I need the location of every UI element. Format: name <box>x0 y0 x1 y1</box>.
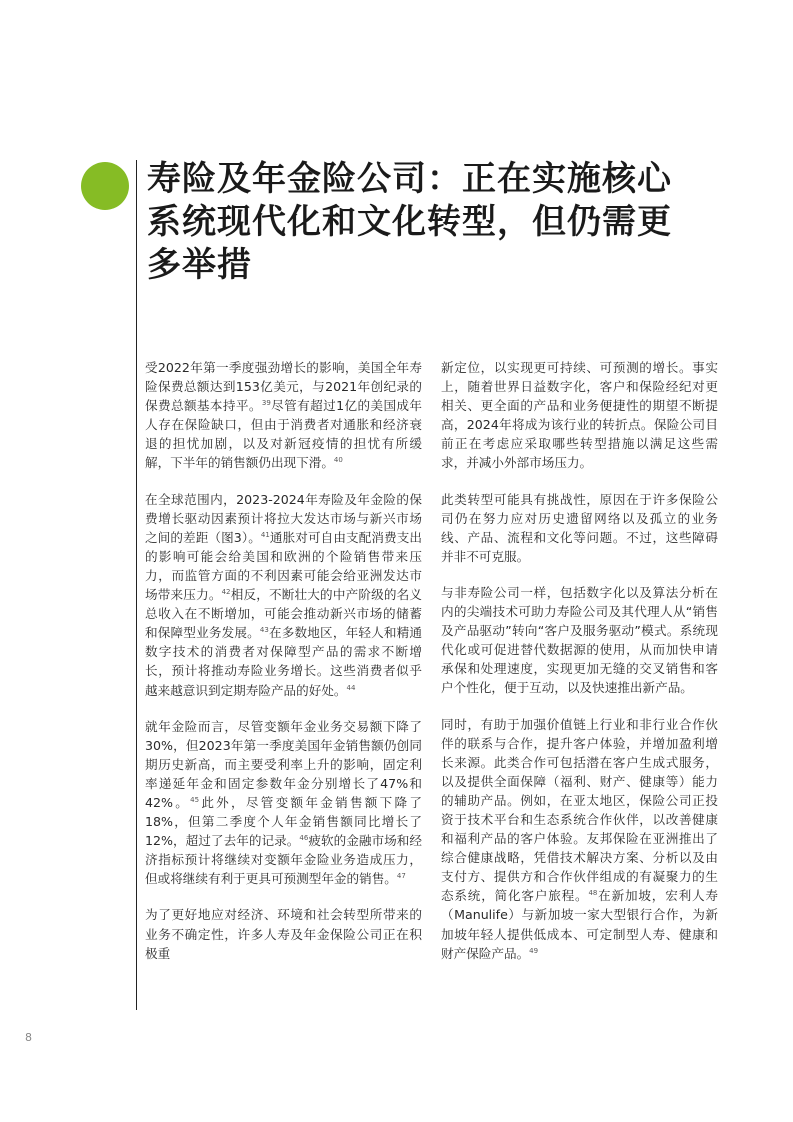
page-title: 寿险及年金险公司：正在实施核心系统现代化和文化转型，但仍需更多举措 <box>147 159 672 285</box>
vertical-divider <box>136 160 137 1010</box>
footnote-ref: 48 <box>588 889 598 898</box>
left-column <box>145 358 422 980</box>
paragraph: 为了更好地应对经济、环境和社会转型所带来的业务不确定性，许多人寿及年金保险公司正在积极重 <box>145 907 422 961</box>
footnote-ref: 44 <box>346 683 356 692</box>
paragraph: 同时，有助于加强价值链上行业和非行业合作伙伴的联系与合作，提升客户体验，并增加盈利增长来源。此类合作可包括潜在客户生成式服务，以及提供全面保障（福利、财产、健康等）能力的辅助产品。例如，在亚太地区，保险公司正投资于技术平台和生态系统合作伙伴，以改善健康和福利产品的客户体验。友邦保险在亚洲推出了综合健康战略，凭借技术解决方案、分析以及由支付方、提供方和合作伙伴组成的有凝聚力的生态系统，简化客户旅程。$^{48}$在新加坡，宏利人寿（Manulife）与新加坡一家大型银行合作，为新加坡年轻人提供低成本、可定制型人寿、健康和财产保险产品。$^{49}$ <box>441 716 719 961</box>
paragraph: 就年金险而言，尽管变额年金业务交易额下降了30%，但2023年第一季度美国年金销售额仍创同期历史新高，而主要受利率上升的影响，固定利率递延年金和固定参数年金分别增长了47%和42%。$^{45}$此外，尽管变额年金销售额下降了18%，但第二季度个人年金销售额同比增长了12%，超过了去年的记录。$^{46}$疲软的金融市场和经济指标预计将继续对变额年金险业务造成压力，但或将继续有利于更具可预测型年金的销售。$^{47}$ <box>145 718 422 887</box>
paragraph: 此类转型可能具有挑战性，原因在于许多保险公司仍在努力应对历史遗留网络以及孤立的业务线、产品、流程和文化等问题。不过，这些障碍并非不可克服。 <box>441 491 718 564</box>
page-number: 8 <box>25 1031 32 1044</box>
footnote-ref: 41 <box>260 530 270 539</box>
footnote-ref: 45 <box>190 795 200 804</box>
footnote-ref: 40 <box>333 456 343 465</box>
paragraph: 新定位，以实现更可持续、可预测的增长。事实上，随着世界日益数字化，客户和保险经纪对更相关、更全面的产品和业务便捷性的期望不断提高，2024年将成为该行业的转折点。保险公司目前正在考虑应采取哪些转型措施以满足这些需求，并减小外部市场压力。 <box>441 360 718 471</box>
footnote-ref: 43 <box>259 626 269 635</box>
paragraph: 受2022年第一季度强劲增长的影响，美国全年寿险保费总额达到153亿美元，与2021年创纪录的保费总额基本持平。$^{39}$尽管有超过1亿的美国成年人存在保险缺口，但由于消费者对通胀和经济衰退的担忧加剧，以及对新冠疫情的担忧有所缓解，下半年的销售额仍出现下滑。$^{40}$ <box>145 360 423 471</box>
footnote-ref: 46 <box>299 833 309 842</box>
footnote-ref: 49 <box>529 946 539 955</box>
footnote-ref: 42 <box>221 587 231 596</box>
paragraph: 在全球范围内，2023-2024年寿险及年金险的保费增长驱动因素预计将拉大发达市场与新兴市场之间的差距（图3）。$^{41}$通胀对可自由支配消费支出的影响可能会给美国和欧洲的个险销售带来压力，而监管方面的不利因素可能会给亚洲发达市场带来压力。$^{42}$相反，不断壮大的中产阶级的名义总收入在不断增加，可能会推动新兴市场的储蓄和保障型业务发展。$^{43}$在多数地区，年轻人和精通数字技术的消费者对保障型产品的需求不断增长，预计将推动寿险业务增长。这些消费者似乎越来越意识到定期寿险产品的好处。$^{44}$ <box>145 491 422 698</box>
paragraph: 与非寿险公司一样，包括数字化以及算法分析在内的尖端技术可助力寿险公司及其代理人从“销售及产品驱动”转向“客户及服务驱动”模式。系统现代化或可促进替代数据源的使用，从而加快申请承保和处理速度，实现更加无缝的交叉销售和客户个性化，便于互动，以及快速推出新产品。 <box>441 584 718 696</box>
green-circle-icon <box>81 162 129 210</box>
footnote-ref: 39 <box>261 399 271 407</box>
right-column <box>441 358 718 980</box>
footnote-ref: 47 <box>396 872 406 881</box>
